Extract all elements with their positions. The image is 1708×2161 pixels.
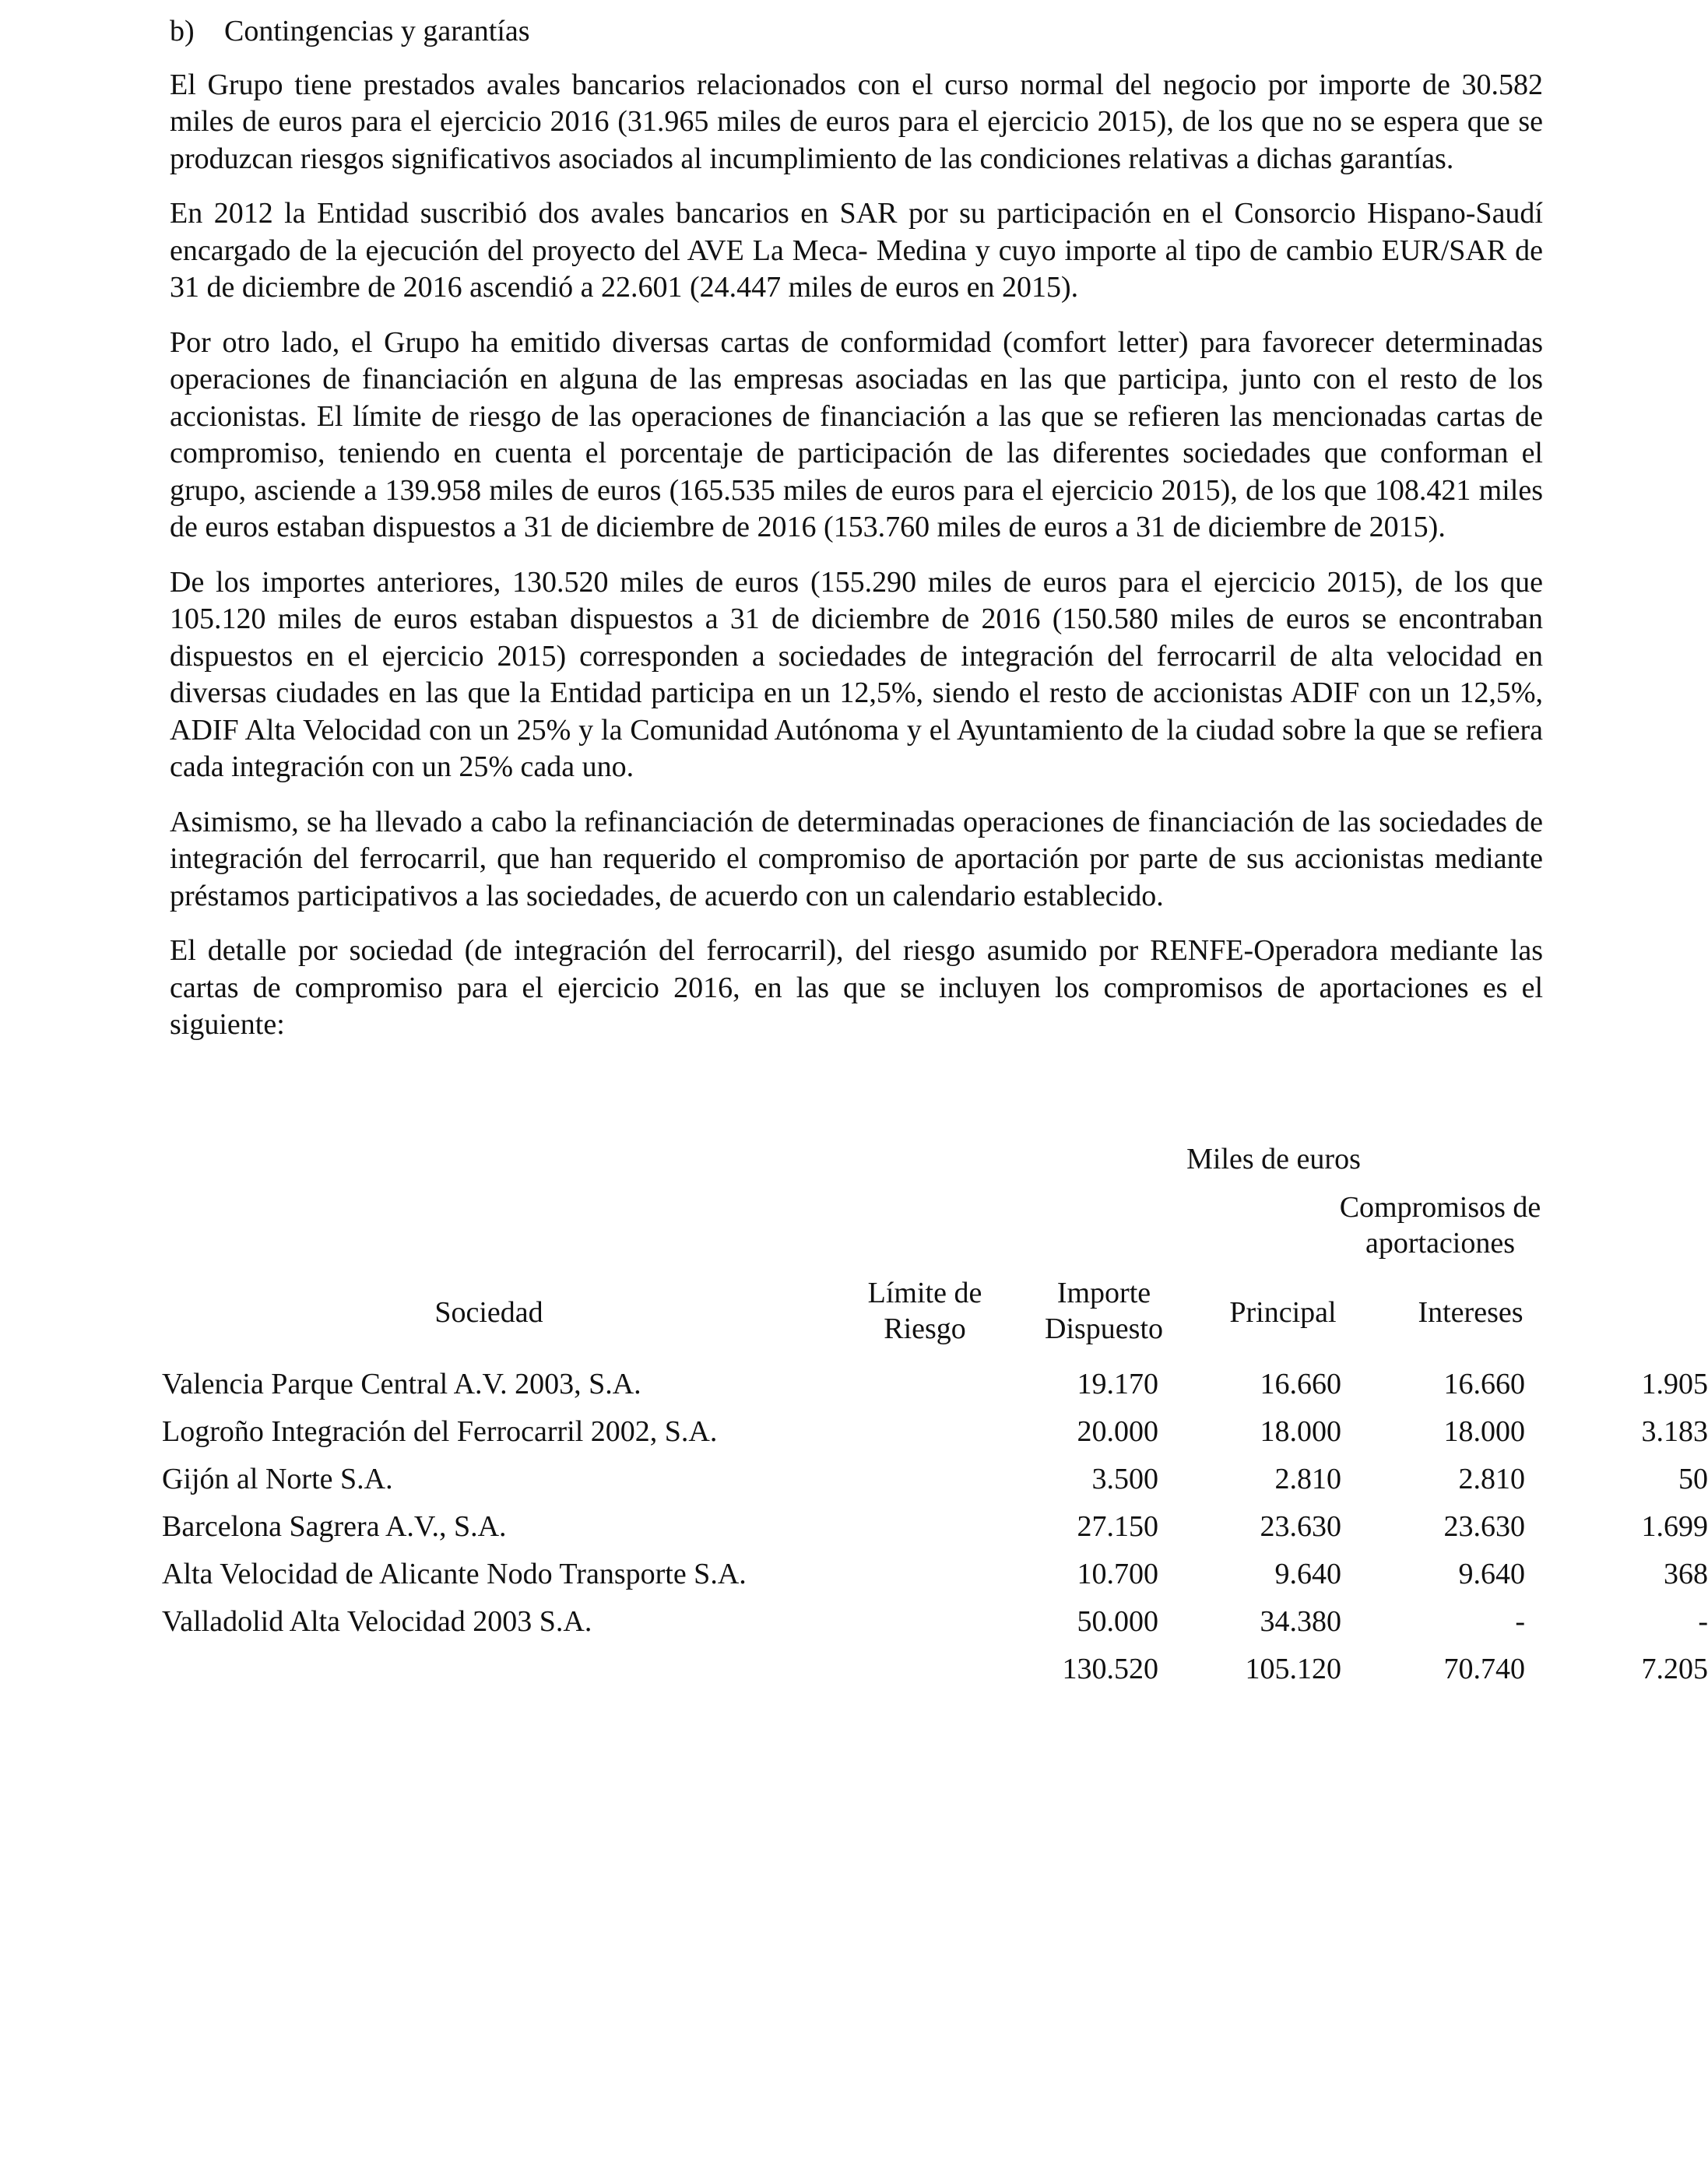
cell-intereses: 3.183: [1641, 1415, 1708, 1448]
unit-header: Miles de euros: [1186, 1143, 1361, 1175]
table-body: [162, 1361, 1708, 1693]
cell-intereses: -: [1698, 1605, 1708, 1638]
column-headers: [162, 1275, 1552, 1350]
cell-limite: 3.500: [1091, 1463, 1158, 1495]
group-header-compromisos: Compromisos de aportaciones: [1339, 1191, 1541, 1260]
paragraph: Por otro lado, el Grupo ha emitido diversas cartas de conformidad (comfort letter) para favorecer determinadas operaciones de financiación en alguna de las empresas asociadas en las que participa, junto con el resto de los accionistas. El límite de riesgo de las operaciones de financiación a las que se refieren las mencionadas cartas de compromiso, teniendo en cuenta el porcentaje de participación de las diferentes sociedades que conforman el grupo, asciende a 139.958 miles de euros (165.535 miles de euros para el ejercicio 2015), de los que 108.421 miles de euros estaban dispuestos a 31 de diciembre de 2016 (153.760 miles de euros a 31 de diciembre de 2015).: [170, 325, 1543, 544]
cell-limite: 20.000: [1077, 1415, 1158, 1448]
column-header-principal: Principal: [1229, 1296, 1337, 1329]
section-title: Contingencias y garantías: [224, 15, 530, 47]
cell-importe: 18.000: [1260, 1415, 1341, 1448]
cell-sociedad: Gijón al Norte S.A.: [162, 1463, 393, 1495]
paragraph: De los importes anteriores, 130.520 miles de euros (155.290 miles de euros para el ejercicio 2015), de los que 105.120 miles de euros estaban dispuestos a 31 de diciembre de 2016 (150.580 miles de euros se encontraban dispuestos en el ejercicio 2015) corresponden a sociedades de integración del ferrocarril de alta velocidad en diversas ciudades en las que la Entidad participa en un 12,5%, siendo el resto de accionistas ADIF con un 12,5%, ADIF Alta Velocidad con un 25% y la Comunidad Autónoma y el Ayuntamiento de la ciudad sobre la que se refiera cada integración con un 25% cada uno.: [170, 565, 1543, 784]
cell-importe: 2.810: [1274, 1463, 1341, 1495]
cell-importe: 16.660: [1260, 1368, 1341, 1400]
cell-sociedad: Alta Velocidad de Alicante Nodo Transporte S.A.: [162, 1558, 747, 1590]
column-header-intereses: Intereses: [1418, 1296, 1523, 1329]
document-body: [170, 14, 1543, 1062]
cell-intereses: 1.905: [1641, 1368, 1708, 1400]
cell-limite: 50.000: [1077, 1605, 1158, 1638]
cell-principal: 23.630: [1443, 1510, 1525, 1543]
cell-limite: 19.170: [1077, 1368, 1158, 1400]
section-number: b): [170, 15, 195, 47]
total-importe: 105.120: [1245, 1653, 1341, 1685]
cell-intereses: 368: [1664, 1558, 1708, 1590]
column-header-importe: Importe Dispuesto: [1045, 1277, 1163, 1345]
cell-principal: 2.810: [1458, 1463, 1525, 1495]
cell-principal: 9.640: [1458, 1558, 1525, 1590]
table-row: [162, 1551, 1708, 1598]
paragraph: Asimismo, se ha llevado a cabo la refinanciación de determinadas operaciones de financiación de las sociedades de integración del ferrocarril, que han requerido el compromiso de aportación por parte de sus accionistas mediante préstamos participativos a las sociedades, de acuerdo con un calendario establecido.: [170, 805, 1543, 912]
cell-sociedad: Barcelona Sagrera A.V., S.A.: [162, 1510, 507, 1543]
paragraph: En 2012 la Entidad suscribió dos avales bancarios en SAR por su participación en el Consorcio Hispano-Saudí encargado de la ejecución del proyecto del AVE La Meca- Medina y cuyo importe al tipo de cambio EUR/SAR de 31 de diciembre de 2016 ascendió a 22.601 (24.447 miles de euros en 2015).: [170, 197, 1543, 304]
cell-sociedad: Valencia Parque Central A.V. 2003, S.A.: [162, 1368, 641, 1400]
cell-intereses: 50: [1678, 1463, 1708, 1495]
table-row: [162, 1408, 1708, 1456]
total-limite: 130.520: [1062, 1653, 1158, 1685]
section-heading: [170, 14, 1543, 50]
paragraph: El detalle por sociedad (de integración del ferrocarril), del riesgo asumido por RENFE-Operadora mediante las cartas de compromiso para el ejercicio 2016, en las que se incluyen los compromisos de aportaciones es el siguiente:: [170, 934, 1543, 1042]
cell-principal: 16.660: [1443, 1368, 1525, 1400]
cell-limite: 10.700: [1077, 1558, 1158, 1590]
cell-principal: -: [1515, 1605, 1525, 1638]
cell-importe: 9.640: [1274, 1558, 1341, 1590]
cell-intereses: 1.699: [1641, 1510, 1708, 1543]
table-total-row: [162, 1646, 1708, 1693]
cell-importe: 34.380: [1260, 1605, 1341, 1638]
column-header-limite: Límite de Riesgo: [867, 1277, 982, 1345]
cell-sociedad: Logroño Integración del Ferrocarril 2002, S.A.: [162, 1415, 718, 1448]
total-intereses: 7.205: [1641, 1653, 1708, 1685]
total-principal: 70.740: [1443, 1653, 1525, 1685]
table-row: [162, 1361, 1708, 1408]
cell-limite: 27.150: [1077, 1510, 1158, 1543]
cell-sociedad: Valladolid Alta Velocidad 2003 S.A.: [162, 1605, 592, 1638]
column-header-sociedad: Sociedad: [434, 1296, 543, 1329]
table-row: [162, 1598, 1708, 1646]
cell-principal: 18.000: [1443, 1415, 1525, 1448]
paragraph: El Grupo tiene prestados avales bancarios relacionados con el curso normal del negocio por importe de 30.582 miles de euros para el ejercicio 2016 (31.965 miles de euros para el ejercicio 2015), de los que no se espera que se produzcan riesgos significativos asociados al incumplimiento de las condiciones relativas a dichas garantías.: [170, 68, 1543, 175]
cell-importe: 23.630: [1260, 1510, 1341, 1543]
table-row: [162, 1456, 1708, 1503]
table-row: [162, 1503, 1708, 1551]
